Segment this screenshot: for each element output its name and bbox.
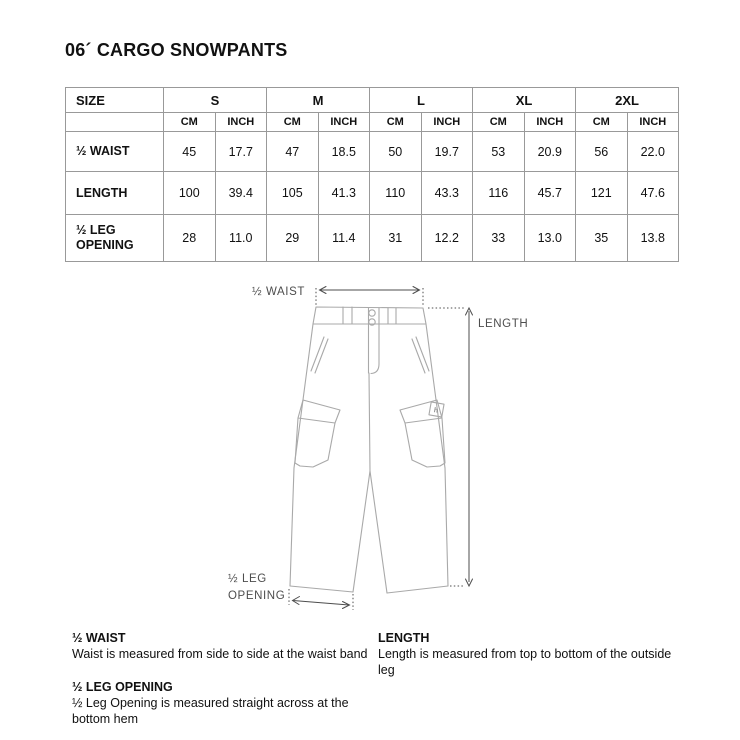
- value-cell: 56: [576, 132, 628, 172]
- value-cell: 43.3: [421, 172, 473, 215]
- value-cell: 29: [267, 215, 319, 262]
- unit-cm: CM: [370, 113, 422, 132]
- table-row-length: [66, 172, 679, 215]
- empty-cell: [66, 113, 164, 132]
- unit-inch: INCH: [627, 113, 679, 132]
- value-cell: 45: [164, 132, 216, 172]
- unit-inch: INCH: [524, 113, 576, 132]
- value-cell: 47: [267, 132, 319, 172]
- value-cell: 50: [370, 132, 422, 172]
- row-label-length: LENGTH: [66, 172, 164, 215]
- row-label-leg-opening: ½ LEG OPENING: [66, 215, 164, 262]
- value-cell: 100: [164, 172, 216, 215]
- value-cell: 13.0: [524, 215, 576, 262]
- note-waist-body: Waist is measured from side to side at the waist band: [72, 647, 368, 661]
- value-cell: 121: [576, 172, 628, 215]
- size-col-s: S: [164, 88, 267, 113]
- unit-cm: CM: [473, 113, 525, 132]
- unit-inch: INCH: [421, 113, 473, 132]
- value-cell: 11.0: [215, 215, 267, 262]
- measurement-notes-right: [378, 630, 676, 678]
- value-cell: 11.4: [318, 215, 370, 262]
- leg-opening-measure-label-line1: ½ LEG: [228, 573, 267, 585]
- unit-inch: INCH: [215, 113, 267, 132]
- value-cell: 17.7: [215, 132, 267, 172]
- waist-measure-annotation: [252, 286, 423, 307]
- value-cell: 116: [473, 172, 525, 215]
- note-leg-opening-body: ½ Leg Opening is measured straight across at the bottom hem: [72, 696, 349, 726]
- table-row-sizes: [66, 88, 679, 113]
- value-cell: 31: [370, 215, 422, 262]
- leg-opening-measure-label-line2: OPENING: [228, 590, 286, 602]
- measurement-notes-left: [72, 630, 384, 727]
- length-measure-annotation: [428, 308, 528, 586]
- size-col-m: M: [267, 88, 370, 113]
- note-length-body: Length is measured from top to bottom of the outside leg: [378, 647, 672, 677]
- size-col-xl: XL: [473, 88, 576, 113]
- size-chart-table: [65, 87, 679, 262]
- length-measure-label: LENGTH: [478, 318, 529, 330]
- value-cell: 39.4: [215, 172, 267, 215]
- value-cell: 35: [576, 215, 628, 262]
- note-leg-opening-title: ½ LEG OPENING: [72, 680, 173, 694]
- value-cell: 19.7: [421, 132, 473, 172]
- value-cell: 13.8: [627, 215, 679, 262]
- row-label-waist: ½ WAIST: [66, 132, 164, 172]
- size-header-cell: SIZE: [66, 88, 164, 113]
- size-col-l: L: [370, 88, 473, 113]
- unit-cm: CM: [576, 113, 628, 132]
- unit-cm: CM: [267, 113, 319, 132]
- table-row-units: [66, 113, 679, 132]
- svg-text:h: h: [433, 407, 439, 415]
- table-row-waist: [66, 132, 679, 172]
- page-title: 06´ CARGO SNOWPANTS: [65, 40, 288, 60]
- unit-cm: CM: [164, 113, 216, 132]
- value-cell: 20.9: [524, 132, 576, 172]
- unit-inch: INCH: [318, 113, 370, 132]
- table-row-leg-opening: [66, 215, 679, 262]
- note-leg-opening: [72, 679, 384, 727]
- size-col-2xl: 2XL: [576, 88, 679, 113]
- waist-measure-label: ½ WAIST: [252, 286, 305, 298]
- pants-measurement-diagram: [185, 275, 555, 620]
- value-cell: 41.3: [318, 172, 370, 215]
- note-waist: [72, 630, 384, 662]
- value-cell: 12.2: [421, 215, 473, 262]
- note-waist-title: ½ WAIST: [72, 631, 126, 645]
- value-cell: 47.6: [627, 172, 679, 215]
- value-cell: 53: [473, 132, 525, 172]
- value-cell: 18.5: [318, 132, 370, 172]
- value-cell: 33: [473, 215, 525, 262]
- value-cell: 110: [370, 172, 422, 215]
- value-cell: 22.0: [627, 132, 679, 172]
- note-length-title: LENGTH: [378, 631, 430, 645]
- note-length: [378, 630, 676, 678]
- pants-drawing: [290, 307, 448, 593]
- value-cell: 45.7: [524, 172, 576, 215]
- value-cell: 28: [164, 215, 216, 262]
- value-cell: 105: [267, 172, 319, 215]
